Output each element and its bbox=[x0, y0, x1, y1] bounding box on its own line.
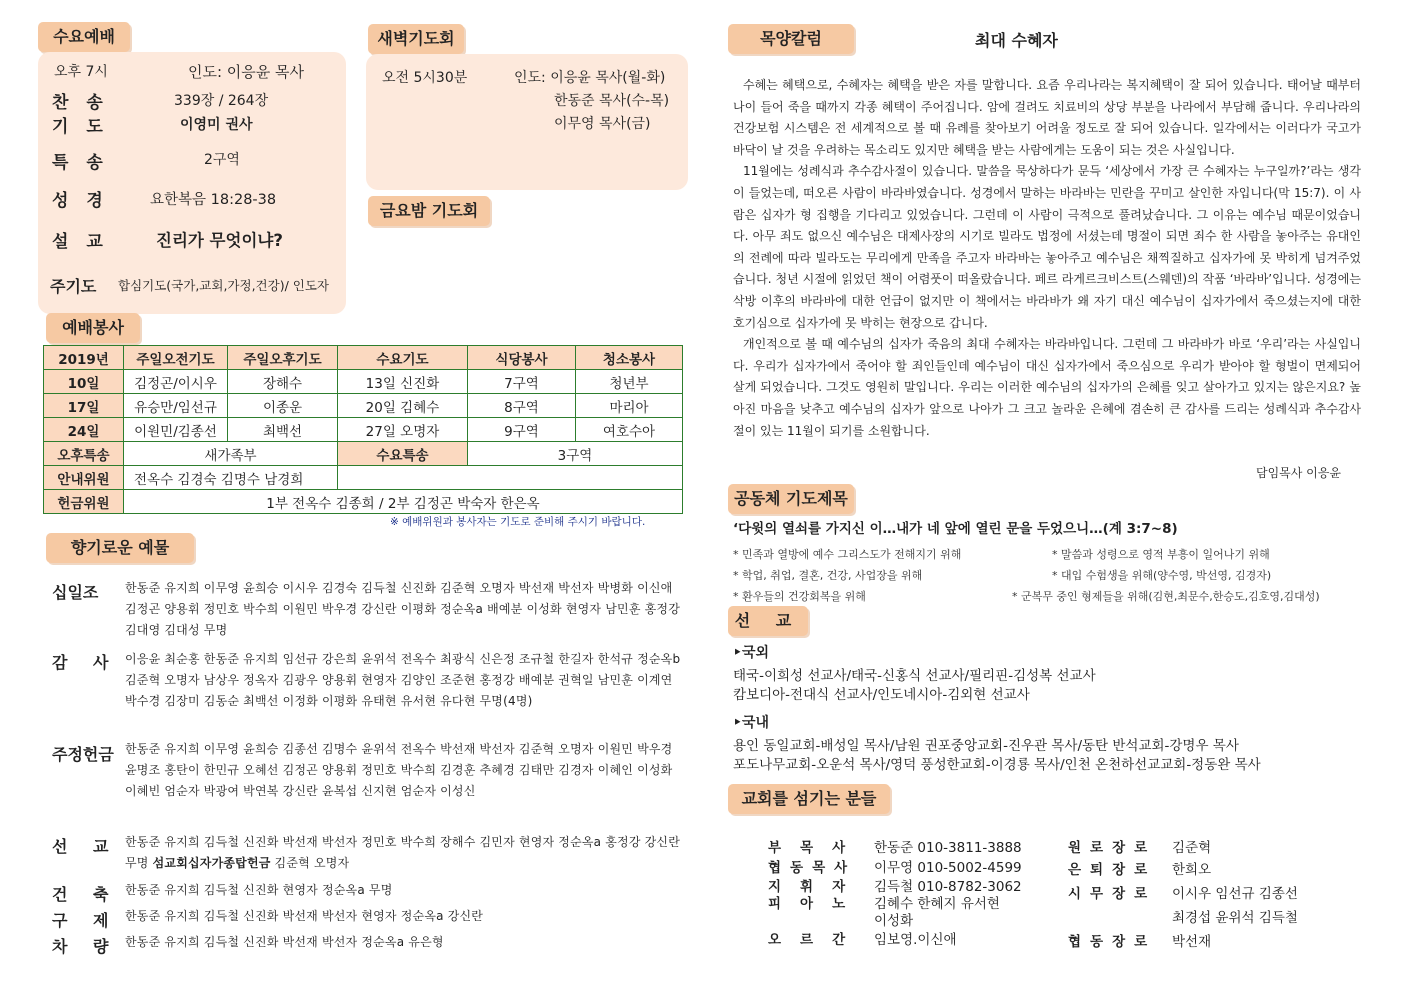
wednesday-leader: 인도: 이응윤 목사 bbox=[188, 63, 305, 81]
wednesday-title: 수요예배 bbox=[38, 22, 130, 52]
mission-overseas-1: 태국-이희성 선교사/태국-신홍식 선교사/필리핀-김성복 선교사 bbox=[733, 668, 1096, 684]
staff-role: 은퇴장로 bbox=[1068, 862, 1157, 878]
service-header: 수요기도 bbox=[338, 346, 468, 370]
offering-names-text: 한동준 유지희 김득철 신진화 박선재 박선자 정민호 박수희 장해수 김민자 현영자 정순옥a 홍정강 강신란 무명 bbox=[125, 835, 681, 870]
offering-committee-value: 1부 전옥수 김종희 / 2부 김정곤 박숙자 한은옥 bbox=[124, 490, 683, 514]
service-header: 주일오후기도 bbox=[228, 346, 338, 370]
staff-role: 협동목사 bbox=[768, 860, 857, 876]
staff-entry bbox=[1068, 858, 1211, 878]
staff-info: 박선재 bbox=[1172, 934, 1212, 950]
prayer-item: * 말씀과 성령으로 영적 부흥이 일어나기 위해 bbox=[1052, 548, 1270, 561]
offering-label: 주정헌금 bbox=[52, 745, 114, 764]
column-tag: 목양칼럼 bbox=[728, 24, 854, 54]
hymn-value: 339장 / 264장 bbox=[174, 93, 269, 109]
sermon-value: 진리가 무엇이냐? bbox=[156, 231, 283, 250]
table-cell: 20일 김혜수 bbox=[338, 394, 468, 418]
wed-special-label: 수요특송 bbox=[338, 442, 468, 466]
staff-role: 시무장로 bbox=[1068, 886, 1157, 902]
offering-label: 선 교 bbox=[52, 837, 119, 856]
scripture-value: 요한복음 18:28-38 bbox=[150, 192, 277, 208]
hymn-label: 찬 송 bbox=[52, 93, 109, 113]
offering-label: 감 사 bbox=[52, 653, 119, 672]
column-paragraph: 11월에는 성례식과 추수감사절이 있습니다. 말씀을 묵상하다가 문득 ‘세상에서 가장 큰 수혜자는 누구일까?’라는 생각이 들었는데, 떠오른 사람이 바라바였습니다. 성경에서 말하는 바라바는 민란을 꾸미고 살인한 자입니다(막 15:7). 이 사람은 십자가 형 집행을 기다리고 있었습니다. 그런데 이 사람이 극적으로 풀려났습니다. 그 이유는 예수님 때문이었습니다. 아무 죄도 없으신 예수님은 대제사장의 시기로 빌라도 법정에 서셨는데 명절이 되면 죄수 한 사람을 놓아주는 유대인의 전례에 따라 빌라도는 무리에게 만족을 주고자 바라바는 놓아주고 예수님은 채찍질하고 십자가에 못 박히게 넘겨주었습니다. 청년 시절에 읽었던 책이 어렴풋이 떠올랐습니다. 페르 라게르크비스트(스웨덴)의 작품 ‘바라바’입니다. 성경에는 삭방 이후의 바라바에 대한 언급이 없지만 이 책에서는 바라바가 왜 자기 대신 예수님이 십자가에서 죽으셨는지에 대한 호기심으로 십자가에 못 박히는 현장으로 갑니다. bbox=[733, 164, 1361, 330]
dawn-leader-1: 인도: 이응윤 목사(월-화) bbox=[514, 70, 666, 86]
table-cell: 27일 오명자 bbox=[338, 418, 468, 442]
prayer-item: * 학업, 취업, 결혼, 건강, 사업장을 위해 bbox=[733, 569, 923, 582]
table-row bbox=[44, 418, 683, 442]
column-signature: 담임목사 이응윤 bbox=[1256, 466, 1341, 480]
special-label: 특 송 bbox=[52, 153, 109, 173]
service-header: 주일오전기도 bbox=[124, 346, 228, 370]
offering-names bbox=[125, 832, 685, 874]
prayer-value: 이영미 권사 bbox=[180, 117, 253, 133]
mission-overseas-2: 캄보디아-전대식 선교사/인도네시아-김외현 선교사 bbox=[733, 687, 1030, 703]
friday-time: 밤 9시 bbox=[374, 233, 415, 249]
afternoon-special-label: 오후특송 bbox=[44, 442, 124, 466]
staff-info: 최경섭 윤위석 김득철 bbox=[1172, 910, 1298, 926]
table-cell: 김정곤/이시우 bbox=[124, 370, 228, 394]
afternoon-special-value: 새가족부 bbox=[124, 442, 338, 466]
mission-overseas-label: ‣국외 bbox=[733, 645, 769, 661]
service-header: 2019년 bbox=[44, 346, 124, 370]
friday-title: 금요밤 기도회 bbox=[368, 196, 490, 226]
staff-info: 임보영.이신애 bbox=[874, 932, 957, 948]
offering-names: 한동준 유지희 김득철 신진화 박선재 박선자 정순옥a 유은형 bbox=[125, 935, 444, 949]
staff-info: 이무영 010-5002-4599 bbox=[874, 860, 1022, 876]
table-cell: 이종운 bbox=[228, 394, 338, 418]
mission-domestic-1: 용인 동일교회-배성일 목사/남원 권포중앙교회-진우관 목사/동탄 반석교회-강명우 목사 bbox=[733, 738, 1239, 754]
table-cell: 13일 신진화 bbox=[338, 370, 468, 394]
community-prayer-title: 공동체 기도제목 bbox=[728, 484, 854, 514]
wednesday-panel bbox=[38, 52, 346, 314]
staff-info: 김혜수 한혜지 유서현 bbox=[874, 896, 1000, 912]
staff-title: 교회를 섬기는 분들 bbox=[728, 784, 890, 814]
offering-label: 구 제 bbox=[52, 911, 119, 930]
table-cell: 마리아 bbox=[576, 394, 683, 418]
scripture-label: 성 경 bbox=[52, 191, 109, 211]
column-body bbox=[733, 75, 1361, 442]
staff-role: 피아노 bbox=[768, 896, 865, 912]
table-cell: 9구역 bbox=[468, 418, 576, 442]
offering-label: 차 량 bbox=[52, 937, 119, 956]
staff-role: 오르간 bbox=[768, 932, 865, 948]
service-header-row bbox=[44, 346, 683, 370]
service-title: 예배봉사 bbox=[46, 313, 140, 343]
friday-leader: 인도: 한동준 목사 bbox=[540, 232, 657, 250]
staff-info: 한동준 010-3811-3888 bbox=[874, 840, 1022, 856]
table-cell: 유승만/임선규 bbox=[124, 394, 228, 418]
prayer-item: * 군복무 중인 형제들을 위해(김현,최문수,한승도,김호영,김대성) bbox=[1012, 590, 1320, 603]
table-row bbox=[44, 490, 683, 514]
prayer-item: * 대입 수험생을 위해(양수영, 박선영, 김경자) bbox=[1052, 569, 1272, 582]
wednesday-time: 오후 7시 bbox=[54, 64, 108, 80]
staff-info: 이성화 bbox=[874, 913, 914, 929]
staff-entry bbox=[1068, 882, 1298, 902]
usher-empty bbox=[338, 466, 683, 490]
community-prayer-verse: ‘다윗의 열쇠를 가지신 이…내가 네 앞에 열린 문을 두었으니…(계 3:7~8) bbox=[733, 521, 1178, 537]
table-cell: 8구역 bbox=[468, 394, 576, 418]
dawn-panel bbox=[366, 54, 688, 190]
week-cell: 10일 bbox=[44, 370, 124, 394]
staff-role: 협동장로 bbox=[1068, 934, 1157, 950]
table-row bbox=[44, 370, 683, 394]
week-cell: 17일 bbox=[44, 394, 124, 418]
offering-names: 한동준 유지희 이무영 윤희승 김종선 김명수 윤위석 전옥수 박선재 박선자 김준혁 오명자 이원민 박우경 윤명조 홍탄이 한민규 오혜선 김정곤 양용휘 정민호 박수희 김경훈 추혜경 김태만 김경자 이혜인 이성화 이혜빈 엄순자 박광여 박연복 강신란 윤복섭 신지현 엄순자 이성신 bbox=[125, 742, 673, 798]
dawn-time: 오전 5시30분 bbox=[382, 70, 468, 86]
table-cell: 청년부 bbox=[576, 370, 683, 394]
lordsprayer-label: 주기도 bbox=[50, 277, 97, 296]
offering-names: 한동준 유지희 이무영 윤희승 이시우 김경숙 김득철 신진화 김준혁 오명자 박선재 박선자 박병화 이신애 김정곤 양용휘 정민호 박수희 이원민 박우경 강신란 이평화 정순옥a 배예분 이성화 현영자 남민훈 홍정강 김대영 김대성 무명 bbox=[125, 581, 681, 637]
service-note: ※ 예배위원과 봉사자는 기도로 준비해 주시기 바랍니다. bbox=[390, 516, 646, 528]
table-row bbox=[44, 394, 683, 418]
offering-names: 이응윤 최순홍 한동준 유지희 임선규 강은희 윤위석 전옥수 최광식 신은정 조규철 한길자 한석규 정순옥b 김준혁 오명자 남상우 정옥자 김광우 양용휘 현영자 김양인 조준현 홍정강 배예분 권혁일 남민훈 이계연 박수경 김장미 김동순 최백선 이정화 이평화 유태현 유서현 유다현 무명(4명) bbox=[125, 652, 681, 708]
staff-role: 부목사 bbox=[768, 840, 865, 856]
column-paragraph: 개인적으로 볼 때 예수님의 십자가 죽음의 최대 수혜자는 바라바입니다. 그런데 그 바라바가 바로 ‘우리’라는 사실입니다. 우리가 십자가에서 죽어야 할 죄인들인데 예수님이 대신 십자가에서 죽으심으로 우리가 받아야 할 형벌이 면제되어 살게 되었습니다. 그것도 영원히 말입니다. 우리는 이러한 예수님의 십자가의 은혜를 잊고 살아가고 있지는 않은지요? 높아진 마음을 낮추고 예수님의 십자가 앞으로 나아가 그 크고 놀라운 은혜에 겸손히 큰 감사를 드리는 성례식과 추수감사절이 있는 11월이 되기를 소원합니다. bbox=[733, 337, 1361, 438]
table-cell: 장해수 bbox=[228, 370, 338, 394]
staff-role: 원로장로 bbox=[1068, 840, 1157, 856]
column-title: 최대 수혜자 bbox=[975, 31, 1058, 50]
staff-info: 이시우 임선규 김종선 bbox=[1172, 886, 1298, 902]
dawn-title: 새벽기도회 bbox=[368, 24, 464, 54]
table-cell: 7구역 bbox=[468, 370, 576, 394]
staff-role: 지휘자 bbox=[768, 879, 865, 895]
offering-tail-text: 김준혁 오명자 bbox=[274, 856, 350, 870]
offering-label: 건 축 bbox=[52, 885, 119, 904]
staff-info: 김준혁 bbox=[1172, 840, 1212, 856]
staff-entry bbox=[768, 856, 1022, 876]
mission-title: 선 교 bbox=[728, 606, 808, 636]
wed-special-value: 3구역 bbox=[468, 442, 683, 466]
offering-committee-label: 헌금위원 bbox=[44, 490, 124, 514]
table-cell: 여호수아 bbox=[576, 418, 683, 442]
service-table bbox=[43, 345, 683, 514]
week-cell: 24일 bbox=[44, 418, 124, 442]
prayer-item: * 환우들의 건강회복을 위해 bbox=[733, 590, 866, 603]
usher-value: 전옥수 김경숙 김명수 남경희 bbox=[124, 466, 338, 490]
mission-domestic-label: ‣국내 bbox=[733, 715, 769, 731]
offering-bold-text: 섬교회십자가종탑헌금 bbox=[152, 856, 271, 870]
offerings-title: 향기로운 예물 bbox=[46, 533, 194, 563]
usher-label: 안내위원 bbox=[44, 466, 124, 490]
prayer-label: 기 도 bbox=[52, 117, 109, 137]
staff-entry bbox=[768, 836, 1022, 856]
service-header: 식당봉사 bbox=[468, 346, 576, 370]
table-cell: 이원민/김종선 bbox=[124, 418, 228, 442]
special-value: 2구역 bbox=[204, 152, 240, 168]
staff-entry bbox=[1068, 836, 1211, 856]
service-header: 청소봉사 bbox=[576, 346, 683, 370]
table-cell: 최백선 bbox=[228, 418, 338, 442]
sermon-label: 설 교 bbox=[52, 232, 109, 252]
dawn-leader-3: 이무영 목사(금) bbox=[554, 116, 651, 132]
mission-domestic-2: 포도나무교회-오운석 목사/영덕 풍성한교회-이경룡 목사/인천 온천하선교교회-정동완 목사 bbox=[733, 757, 1261, 773]
table-row bbox=[44, 466, 683, 490]
column-paragraph: 수혜는 혜택으로, 수혜자는 혜택을 받은 자를 말합니다. 요즘 우리나라는 복지혜택이 잘 되어 있습니다. 태어날 때부터 나이 들어 죽을 때까지 각종 혜택이 주어집니다. 암에 걸려도 치료비의 상당 부분을 나라에서 부담해 줍니다. 우리나라의 건강보험 시스템은 전 세계적으로 볼 때 유례를 찾아보기 어려울 정도로 잘 되어 있습니다. 일각에서는 이러다가 국고가 바닥이 날 것을 우려하는 목소리도 있지만 혜택을 받는 사람에게는 도움이 되는 것은 사실입니다. bbox=[733, 78, 1361, 157]
staff-entry bbox=[1068, 930, 1211, 950]
prayer-item: * 민족과 열방에 예수 그리스도가 전해지기 위해 bbox=[733, 548, 962, 561]
staff-entry bbox=[768, 928, 957, 948]
staff-info: 김득철 010-8782-3062 bbox=[874, 879, 1022, 895]
offering-names: 한동준 유지희 김득철 신진화 박선재 박선자 현영자 정순옥a 강신란 bbox=[125, 909, 484, 923]
offering-names: 한동준 유지희 김득철 신진화 현영자 정순옥a 무명 bbox=[125, 883, 393, 897]
offering-label: 십일조 bbox=[52, 583, 99, 602]
dawn-leader-2: 한동준 목사(수-목) bbox=[554, 93, 670, 109]
staff-info: 한희오 bbox=[1172, 862, 1212, 878]
lordsprayer-value: 합심기도(국가,교회,가정,건강)/ 인도자 bbox=[118, 278, 329, 293]
table-row bbox=[44, 442, 683, 466]
